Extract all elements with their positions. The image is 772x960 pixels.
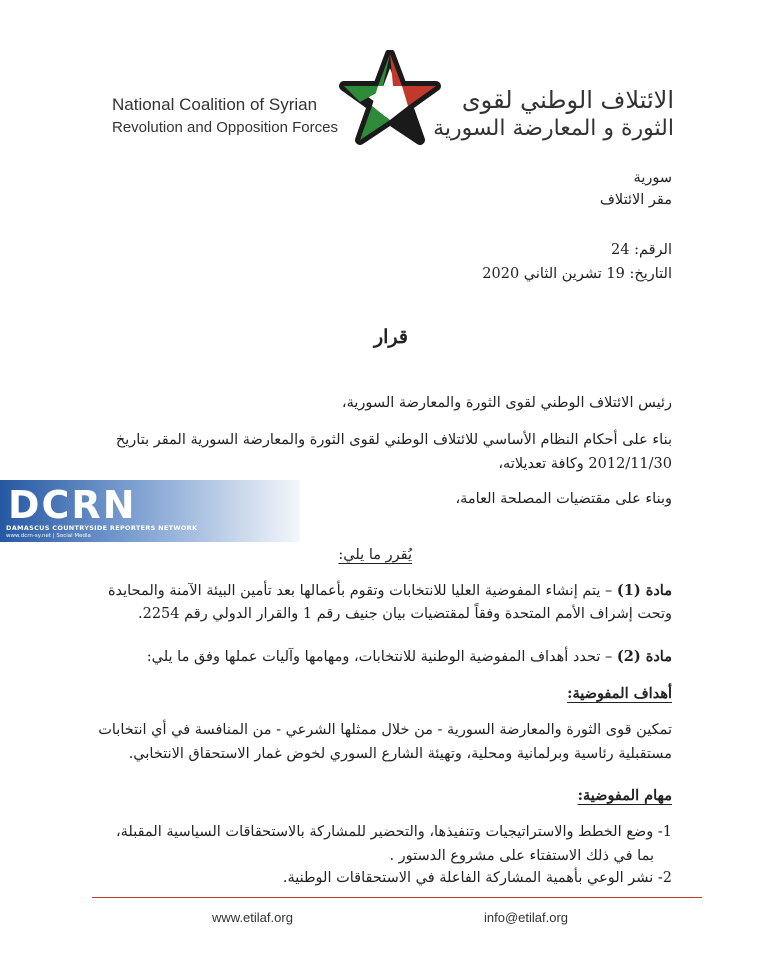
footer-email[interactable]: info@etilaf.org [484,910,569,925]
preamble-line-2: بناء على أحكام النظام الأساسي للائتلاف الوطني لقوى الثورة والمعارضة السورية المقر بتاريخ [115,432,672,448]
coalition-star-logo-icon [336,50,444,146]
address-hq: مقر الائتلاف [599,192,672,208]
header-org-english [112,94,338,140]
decision-heading: يُقرر ما يلي: [338,547,412,563]
dcrn-watermark-logo [0,480,300,542]
goals-line-1: تمكين قوى الثورة والمعارضة السورية - من خلال ممثلها الشرعي - من المنافسة في أي انتخابات [98,722,672,738]
article-1-text: – يتم إنشاء المفوضية العليا للانتخابات وتقوم بأعمالها بعد تأمين البيئة الآمنة والمحايدة [107,583,613,599]
preamble-line-4: وبناء على مقتضيات المصلحة العامة، [455,491,672,507]
org-name-ar-line1: الائتلاف الوطني لقوى [461,86,674,114]
task-1-line-1: 1- وضع الخطط والاستراتيجيات وتنفيذها، والتحضير للمشاركة بالاستحقاقات السياسية المقبلة، [115,824,672,840]
tasks-heading: مهام المفوضية: [577,787,672,804]
goals-heading: أهداف المفوضية: [567,685,672,702]
org-name-en-line1: National Coalition of Syrian [112,95,318,114]
dcrn-brand: DCRN [8,483,137,527]
article-1-label: مادة (1) [616,582,672,599]
preamble-line-1: رئيس الائتلاف الوطني لقوى الثورة والمعارضة السورية، [341,395,672,411]
footer-divider [92,897,702,898]
article-1-line-2: وتحت إشراف الأمم المتحدة وفقاً لمقتضيات بيان جنيف رقم 1 والقرار الدولي رقم 2254. [137,606,672,622]
preamble-line-3: 2012/11/30 وكافة تعديلاته، [498,456,672,472]
article-1-line-1 [108,582,672,599]
doc-date: التاريخ: 19 تشرين الثاني 2020 [482,266,672,282]
article-2-text: – تحدد أهداف المفوضية الوطنية للانتخابات، ومهامها وآليات عملها وفق ما يلي: [146,649,613,665]
dcrn-subtitle: DAMASCUS COUNTRYSIDE REPORTERS NETWORK [6,524,198,532]
article-2-label: مادة (2) [616,648,672,665]
dcrn-url: www.dcrn-sy.net | Social Media [6,533,91,539]
task-2: 2- نشر الوعي بأهمية المشاركة الفاعلة في الاستحقاقات الوطنية. [282,870,672,886]
org-name-ar-line2: الثورة و المعارضة السورية [433,116,674,141]
address-country: سورية [633,170,672,186]
footer-website[interactable]: www.etilaf.org [212,910,293,925]
header-org-arabic [433,85,674,143]
org-name-en-line2: Revolution and Opposition Forces [112,119,338,136]
article-2-line [147,648,672,665]
doc-number: الرقم: 24 [611,242,672,258]
goals-line-2: مستقبلية رئاسية وبرلمانية ومحلية، وتهيئة الشارع السوري لخوض غمار الاستحقاق الانتخابي. [128,746,672,762]
task-1-line-2: بما في ذلك الاستفتاء على مشروع الدستور . [389,848,654,864]
page-title: قرار [373,326,408,348]
